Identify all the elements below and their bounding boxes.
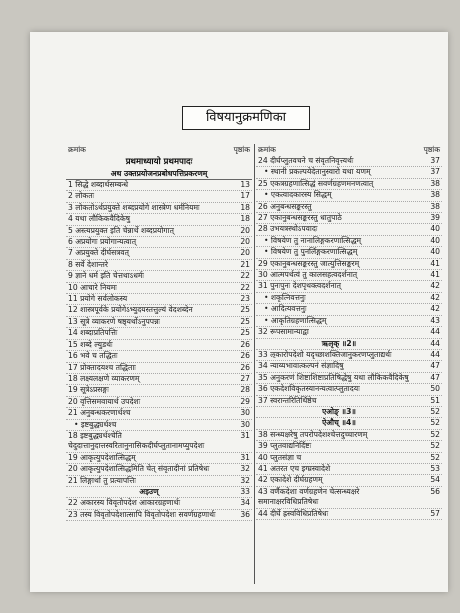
contents-entry (256, 441, 442, 452)
entry-text: 3 लोकतोऽर्थप्रयुक्ते शब्दप्रयोगे शास्त्रेण धर्मनियमः (68, 202, 200, 212)
entry-text: 25 एकत्रग्रहणात्सिद्धं सवर्णग्रहणमनणत्वात् (258, 178, 374, 188)
contents-entry (256, 304, 442, 315)
entry-page-number: 13 (240, 180, 250, 189)
entry-text: 26 अनुबन्धसङ्करस्तु (258, 201, 312, 211)
entry-text: 16 भवे च तद्धितः (68, 351, 118, 361)
entry-text: ऋलृक् ॥2॥ (321, 338, 357, 348)
entry-page-number: 44 (430, 327, 440, 337)
entry-page-number: 51 (430, 395, 440, 405)
contents-entry (66, 397, 252, 408)
contents-entry (66, 498, 252, 509)
entry-page-number: 53 (430, 463, 440, 473)
entry-text: 5 अस्त्यप्रयुक्त इति चेन्नार्थे शब्दप्रयोगात् (68, 225, 174, 235)
right-entry-list (256, 156, 442, 520)
entry-text: 38 सन्ध्यक्षरेषु तपरोपदेशश्चेत्तदुच्चारणम् (258, 429, 368, 439)
entry-text: 40 प्लुतसंज्ञा च (258, 452, 302, 462)
entry-text: 6 अप्रयोगः प्रयोगान्यत्वात् (68, 237, 137, 247)
contents-entry (256, 487, 442, 509)
entry-page-number: 27 (240, 373, 250, 383)
entry-page-number: 23 (240, 294, 250, 304)
entry-page-number: 18 (240, 202, 250, 212)
entry-page-number: 39 (430, 213, 440, 223)
contents-entry (256, 236, 442, 247)
entry-text: 37 स्वरान्तरितिर्थिष्ठेच (258, 395, 317, 405)
entry-page-number: 52 (430, 429, 440, 439)
contents-entry (66, 476, 252, 487)
entry-text: 20 वृत्तिसमवायार्थ उपदेशः (68, 396, 141, 406)
contents-entry (66, 317, 252, 328)
entry-text: अइउण् (139, 486, 159, 496)
entry-text: 20 आकृत्युपदेशात्सिद्धमिति चेत् संवृतादीनां प्रतिषेधः (68, 464, 210, 474)
entry-page-number: 37 (430, 167, 440, 177)
entry-text: 17 प्रोक्तादयश्च तद्धिताः (68, 362, 136, 372)
contents-entry (66, 385, 252, 396)
contents-entry (256, 339, 442, 350)
contents-entry (66, 248, 252, 259)
entry-text: 1 सिद्धे शब्दार्थसम्बन्धे (68, 180, 129, 189)
contents-entry (256, 361, 442, 372)
entry-text: 12 शास्त्रपूर्वके प्रयोगेऽभ्युदयस्तत्तुल्यं वेदशब्देन (68, 305, 193, 315)
entry-page-number: 34 (240, 498, 250, 508)
header-number-label: क्रमांक (258, 145, 276, 154)
entry-page-number: 38 (430, 178, 440, 188)
contents-entry (66, 453, 252, 464)
entry-page-number: 20 (240, 248, 250, 258)
entry-text: • आकृतिग्रहणात्सिद्धम् (264, 315, 327, 325)
contents-entry (66, 214, 252, 225)
entry-text: एओङ् ॥3॥ (322, 406, 356, 416)
contents-entry (66, 203, 252, 214)
entry-text: • एकत्वादकारस्य सिद्धम् (264, 190, 332, 200)
entry-text: 14 शब्दाप्रतिपत्तिः (68, 328, 118, 338)
contents-entry (256, 396, 442, 407)
entry-text: 15 शब्दे ल्युडर्थः (68, 339, 113, 349)
header-page-label: पृष्ठांक (423, 145, 440, 154)
entry-text: 41 अतरत एच इग्घ्रस्वादेशे (258, 463, 331, 473)
entry-text: 4 यथा लौकिकवैदिकेषु (68, 214, 131, 224)
entry-text: 29 एकानुबन्धसङ्करस्तु जात्युत्तिसङ्करम् (258, 258, 360, 268)
entry-page-number: 43 (430, 315, 440, 325)
entry-text: 28 उभयत्रस्थोऽपवादः (258, 224, 318, 234)
entry-page-number: 26 (240, 351, 250, 361)
entry-text: 34 न्याय्यभावात्कल्पनं संज्ञादिषु (258, 361, 344, 371)
entry-text: 8 सर्वे देशान्तरे (68, 259, 108, 269)
entry-page-number: 52 (430, 406, 440, 416)
entry-page-number: 56 (430, 486, 440, 496)
entry-text: 19 आकृत्युपदेशात्सिद्धम् (68, 452, 136, 462)
entry-page-number: 30 (240, 419, 250, 429)
entry-text: 42 एकादेशे दीर्घग्रहणम् (258, 475, 323, 485)
entry-page-number: 36 (240, 509, 250, 519)
entry-page-number: 25 (240, 305, 250, 315)
entry-page-number: 42 (430, 304, 440, 314)
header-page-label: पृष्ठांक (233, 145, 250, 154)
contents-entry (256, 407, 442, 418)
book-page (30, 32, 448, 592)
contents-entry (66, 294, 252, 305)
contents-entry (66, 464, 252, 475)
entry-page-number: 32 (240, 475, 250, 485)
contents-entry (66, 283, 252, 294)
entry-page-number: 20 (240, 237, 250, 247)
entry-page-number: 54 (430, 475, 440, 485)
entry-text: 33 ऌकारोपदेशो यदृच्छाशक्तिजानुकरणप्लुताद्यर्थः (258, 349, 392, 359)
entry-page-number: 25 (240, 328, 250, 338)
contents-entry (256, 509, 442, 520)
entry-page-number: 44 (430, 349, 440, 359)
entry-page-number: 41 (430, 258, 440, 268)
contents-entry (256, 475, 442, 486)
contents-entry (256, 281, 442, 292)
contents-entry (256, 247, 442, 258)
entry-page-number: 42 (430, 281, 440, 291)
contents-entry (256, 179, 442, 190)
contents-entry (66, 328, 252, 339)
entry-text: • आदित्यवत्तनुः (264, 304, 307, 314)
contents-entry (66, 271, 252, 282)
contents-entry (66, 363, 252, 374)
contents-entry (256, 327, 442, 338)
section-subtitle: अथ उक्तप्रयोजनप्रबोधपत्तिप्रकरणम् (66, 168, 252, 180)
entry-page-number: 50 (430, 384, 440, 394)
column-divider (254, 144, 255, 584)
entry-text: • विषयेण तु पुनर्लिङ्गकरणात्सिद्धम् (264, 247, 358, 257)
entry-page-number: 26 (240, 339, 250, 349)
entry-page-number: 26 (240, 362, 250, 372)
contents-entry (256, 464, 442, 475)
header-number-label: क्रमांक (68, 145, 86, 154)
entry-text: 2 लोकतः (68, 191, 95, 201)
entry-text: 32 रूपसामान्याद्वा (258, 327, 309, 337)
contents-entry (66, 305, 252, 316)
entry-page-number: 30 (240, 408, 250, 418)
entry-page-number: 21 (240, 259, 250, 269)
entry-page-number: 20 (240, 225, 250, 235)
entry-page-number: 22 (240, 282, 250, 292)
entry-text: 31 पुनःपुनः देशपृथक्त्वदर्शनात् (258, 281, 341, 291)
contents-entry (66, 420, 252, 431)
entry-text: 9 ज्ञाने धर्म इति चेत्तथाऽधर्मः (68, 271, 144, 281)
entry-text: 22 अकारस्य विवृतोपदेश आकारग्रहणार्थः (68, 498, 181, 508)
contents-entry (256, 418, 442, 429)
contents-entry (256, 167, 442, 178)
entry-page-number: 38 (430, 190, 440, 200)
contents-entry (256, 259, 442, 270)
entry-text: 18 लक्ष्यलक्षणे व्याकरणम् (68, 373, 140, 383)
entry-page-number: 29 (240, 396, 250, 406)
contents-entry (66, 487, 252, 498)
page-title: विषयानुक्रमणिका (182, 106, 310, 130)
contents-entry (66, 510, 252, 521)
entry-page-number: 28 (240, 385, 250, 395)
entry-text: • शकृत्निवत्तनुः (264, 292, 306, 302)
entry-page-number: 52 (430, 441, 440, 451)
entry-text: ऐऔच् ॥4॥ (322, 418, 356, 428)
right-column (256, 144, 442, 520)
entry-page-number: 18 (240, 214, 250, 224)
entry-page-number: 52 (430, 418, 440, 428)
entry-page-number: 17 (240, 191, 250, 201)
entry-page-number: 31 (240, 430, 250, 440)
contents-entry (256, 316, 442, 327)
entry-page-number: 38 (430, 201, 440, 211)
contents-entry (66, 226, 252, 237)
entry-page-number: 57 (430, 508, 440, 518)
entry-text: 35 अनुकरणं शिष्टाशिष्टाप्रतिषिद्धेषु यथा लौकिकवैदिकेषु (258, 372, 409, 382)
contents-entry (256, 350, 442, 361)
entry-text: 18 इष्टबुद्ध्यर्थश्चेति चेदुदात्तानुदात्तस्वरितानुनासिकदीर्घप्लुतानामप्युपदेशः (68, 430, 205, 451)
entry-text: 39 प्लुतवाद्यनिर्दिष्टः (258, 441, 312, 451)
left-entry-list (66, 180, 252, 521)
entry-page-number: 40 (430, 235, 440, 245)
entry-page-number: 40 (430, 224, 440, 234)
contents-entry (66, 351, 252, 362)
entry-page-number: 40 (430, 247, 440, 257)
contents-entry (256, 190, 442, 201)
entry-page-number: 41 (430, 270, 440, 280)
entry-text: 43 वर्णैकदेशा वर्णग्रहणेन चेत्सन्ध्यक्षरे समानाक्षरविधिप्रतिषेधः (258, 486, 360, 507)
entry-text: • विषयेण तु नानालिङ्गकरणात्सिद्धम् (264, 235, 362, 245)
section-title: प्रथमाध्यायाे प्रथमपादः (125, 157, 193, 167)
entry-page-number: 42 (430, 292, 440, 302)
contents-entry (66, 340, 252, 351)
entry-text: 30 आत्मपर्थत्वं तु कालसहत्वदर्शनात् (258, 270, 358, 280)
contents-entry (256, 270, 442, 281)
contents-entry (256, 430, 442, 441)
left-header (66, 144, 252, 156)
entry-text: 44 दीर्घे ह्रस्वविधिप्रतिषेधः (258, 508, 329, 518)
entry-page-number: 32 (240, 464, 250, 474)
entry-page-number: 33 (240, 486, 250, 496)
entry-text: 23 तस्य विवृतोपदेशात्सापि विवृतोपदेशः सवर्णग्रहणार्थः (68, 509, 216, 519)
entry-page-number: 52 (430, 452, 440, 462)
entry-page-number: 22 (240, 271, 250, 281)
contents-entry (256, 293, 442, 304)
contents-entry (66, 260, 252, 271)
contents-entry (256, 156, 442, 167)
contents-entry (66, 408, 252, 419)
contents-entry (256, 202, 442, 213)
entry-page-number: 47 (430, 361, 440, 371)
contents-table (66, 144, 442, 584)
entry-text: 21 अनुबन्धकरणार्थश्च (68, 408, 131, 418)
right-header (256, 144, 442, 156)
entry-text: 21 लिङ्गार्था तु प्रत्यापत्तिः (68, 475, 136, 485)
entry-text: 24 दीर्घप्लुतवचने च संवृतनिवृत्त्यर्थः (258, 156, 354, 165)
entry-text: 7 अप्रयुक्ते दीर्घसत्रवत् (68, 248, 129, 258)
contents-entry (256, 224, 442, 235)
contents-entry (256, 384, 442, 395)
contents-entry (256, 213, 442, 224)
entry-text: 10 आचारे नियमः (68, 282, 117, 292)
entry-page-number: 47 (430, 372, 440, 382)
entry-text: 19 सूत्रेऽप्रसङ्गः (68, 385, 109, 395)
contents-entry (66, 191, 252, 202)
entry-text: • स्थानी प्रकल्पयेदेतानुस्वारो यथा यणम् (264, 167, 371, 177)
entry-text: • इष्टबुद्ध्यर्थश्च (74, 419, 117, 429)
contents-entry (66, 431, 252, 453)
entry-text: 13 सूत्रे व्याकरणे षष्ठ्यर्थोऽनुपपन्नः (68, 316, 160, 326)
contents-entry (66, 237, 252, 248)
entry-page-number: 37 (430, 156, 440, 165)
entry-page-number: 31 (240, 452, 250, 462)
contents-entry (256, 373, 442, 384)
entry-text: 36 एकदेशविकृतस्यानन्यत्वात्प्लुतादयः (258, 384, 360, 394)
contents-entry (66, 374, 252, 385)
left-column (66, 144, 252, 521)
entry-page-number: 25 (240, 316, 250, 326)
entry-page-number: 44 (430, 338, 440, 348)
contents-entry (256, 453, 442, 464)
entry-text: 11 प्रयोगे सर्वलोकस्य (68, 294, 128, 304)
contents-entry (66, 180, 252, 191)
entry-text: 27 एकानुबन्धसङ्करस्तु धातुपाठे (258, 213, 342, 223)
